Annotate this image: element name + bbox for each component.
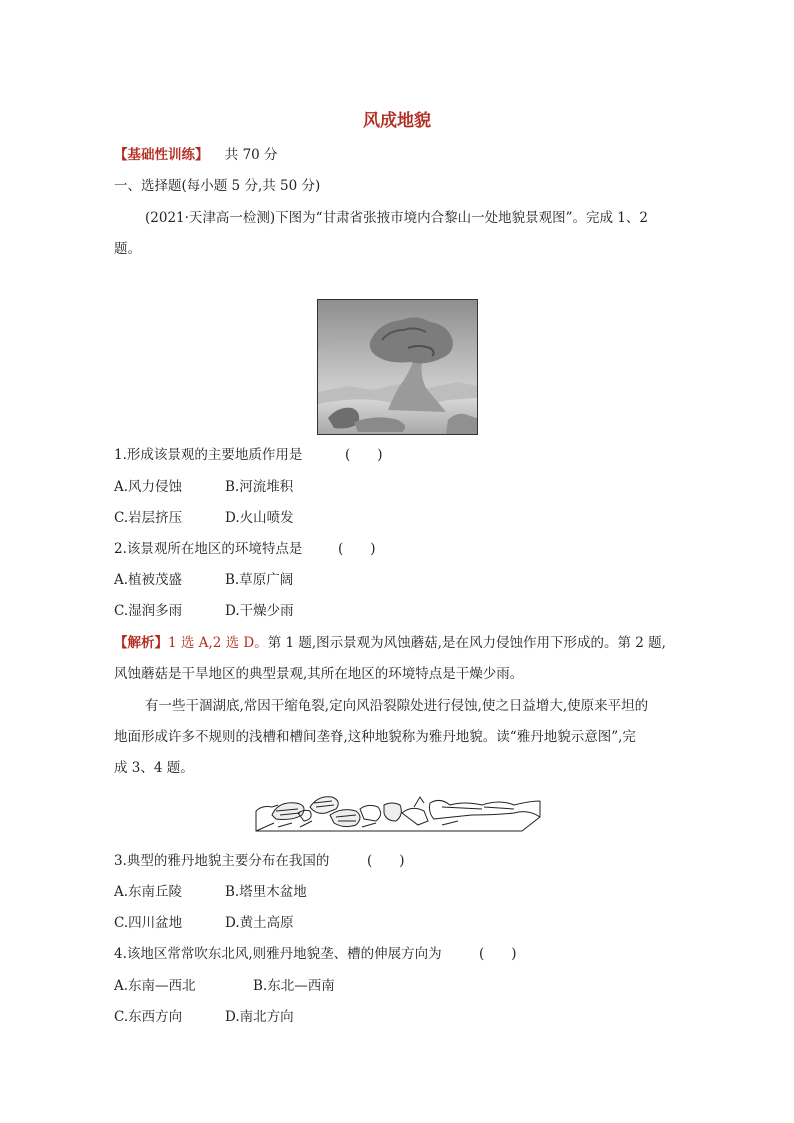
q1-stem: 1.形成该景观的主要地质作用是 xyxy=(114,447,303,463)
q3-option-d: D.黄土高原 xyxy=(225,915,294,931)
analysis-text1: 第 1 题,图示景观为风蚀蘑菇,是在风力侵蚀作用下形成的。第 2 题, xyxy=(267,635,666,651)
analysis-line2: 风蚀蘑菇是干旱地区的典型景观,其所在地区的环境特点是干燥少雨。 xyxy=(114,666,524,682)
q3-option-c: C.四川盆地 xyxy=(114,915,183,931)
page-title: 风成地貌 xyxy=(363,111,431,131)
yardang-diagram xyxy=(252,793,544,837)
intro1-line2: 题。 xyxy=(114,241,141,257)
q1-option-b: B.河流堆积 xyxy=(225,479,294,495)
wind-eroded-mushroom-rock-image xyxy=(318,300,477,434)
q1-stem-row xyxy=(114,445,383,465)
q2-answer-blank: ( ) xyxy=(338,541,376,557)
q3-answer-blank: ( ) xyxy=(367,853,405,869)
intro2-line1: 有一些干涸湖底,常因干缩龟裂,定向风沿裂隙处进行侵蚀,使之日益增大,使原来平坦的 xyxy=(145,698,649,714)
q3-option-b: B.塔里木盆地 xyxy=(225,884,307,900)
analysis-tag: 【解析】 xyxy=(114,635,168,651)
q4-option-b: B.东北—西南 xyxy=(253,978,335,994)
intro1-line1: (2021·天津高一检测)下图为“甘肃省张掖市境内合黎山一处地貌景观图”。完成 1、2 xyxy=(145,210,648,226)
section-tag: 【基础性训练】 xyxy=(114,147,209,163)
section-score: 共 70 分 xyxy=(224,147,278,163)
intro2-line3: 成 3、4 题。 xyxy=(114,760,194,776)
analysis-answer: 1 选 A,2 选 D。 xyxy=(168,635,268,651)
q4-answer-blank: ( ) xyxy=(479,946,517,962)
q1-answer-blank: ( ) xyxy=(345,447,383,463)
q2-stem-row xyxy=(114,539,376,559)
q3-stem: 3.典型的雅丹地貌主要分布在我国的 xyxy=(114,853,330,869)
intro2-line2: 地面形成许多不规则的浅槽和槽间垄脊,这种地貌称为雅丹地貌。读“雅丹地貌示意图”,完 xyxy=(114,729,636,745)
q4-option-c: C.东西方向 xyxy=(114,1009,183,1025)
q3-option-a: A.东南丘陵 xyxy=(114,884,183,900)
q4-option-a: A.东南—西北 xyxy=(114,978,196,994)
q2-option-a: A.植被茂盛 xyxy=(114,572,183,588)
q2-option-c: C.湿润多雨 xyxy=(114,603,183,619)
section-header xyxy=(114,145,278,165)
q1-option-d: D.火山喷发 xyxy=(225,510,294,526)
q2-option-b: B.草原广阔 xyxy=(225,572,294,588)
q4-stem: 4.该地区常常吹东北风,则雅丹地貌垄、槽的伸展方向为 xyxy=(114,946,442,962)
q4-stem-row xyxy=(114,944,517,964)
mushroom-rock-photo xyxy=(317,299,478,435)
q1-option-c: C.岩层挤压 xyxy=(114,510,183,526)
q2-stem: 2.该景观所在地区的环境特点是 xyxy=(114,541,303,557)
part-heading: 一、选择题(每小题 5 分,共 50 分) xyxy=(114,178,321,194)
q2-option-d: D.干燥少雨 xyxy=(225,603,294,619)
q3-stem-row xyxy=(114,851,405,871)
yardang-landform-sketch xyxy=(252,793,544,837)
q4-option-d: D.南北方向 xyxy=(225,1009,294,1025)
q1-option-a: A.风力侵蚀 xyxy=(114,479,183,495)
analysis-line1 xyxy=(114,633,666,653)
